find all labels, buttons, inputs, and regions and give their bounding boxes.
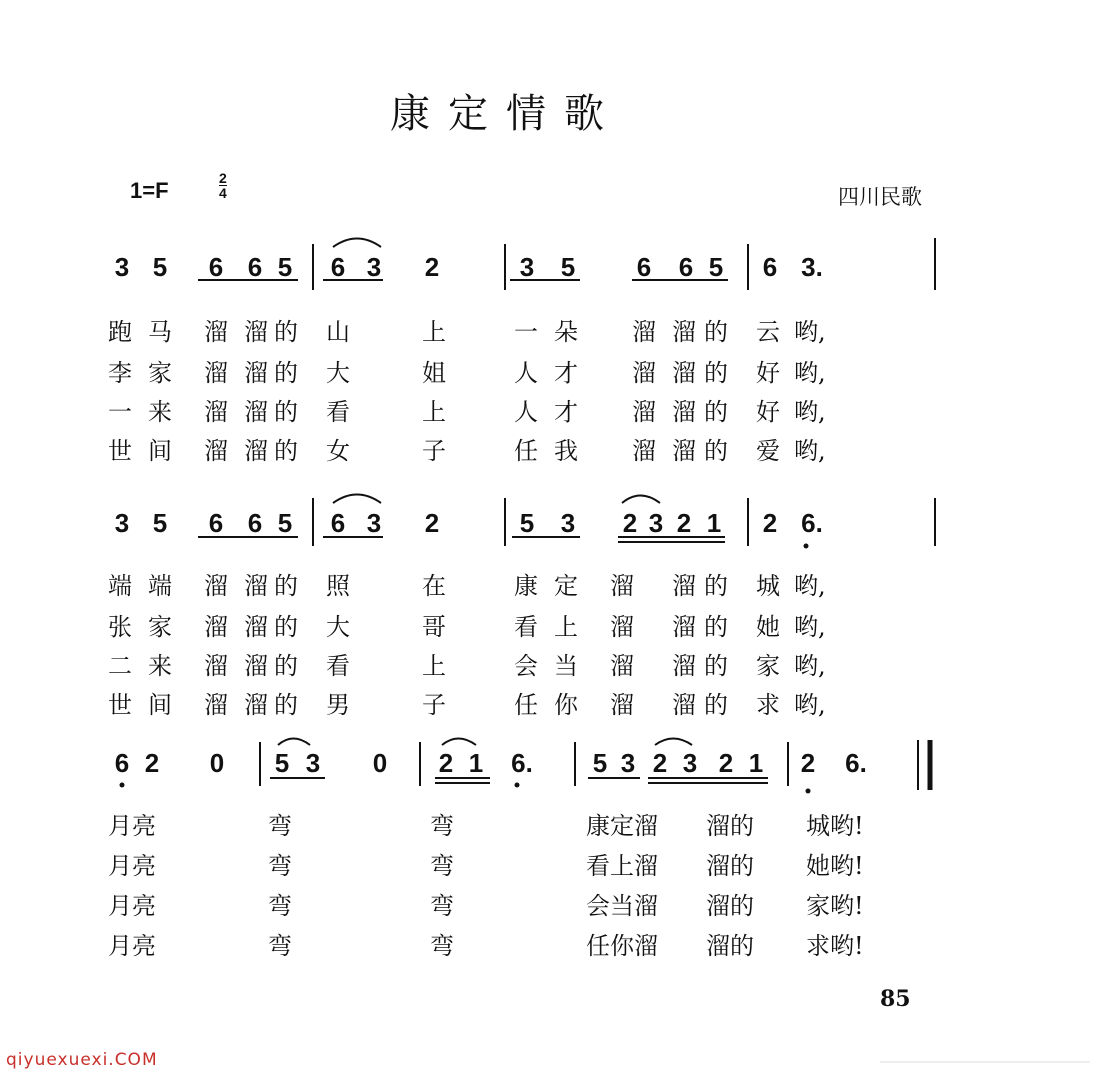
note: 2	[652, 748, 668, 778]
lyric: 哟,	[794, 359, 826, 387]
lyric: 家哟!	[806, 892, 864, 920]
note: 3	[366, 252, 382, 282]
note: 1	[468, 748, 484, 778]
lyric: 哥	[422, 613, 446, 641]
lyric: 张	[108, 613, 132, 641]
note: 5	[277, 252, 293, 282]
lyric: 跑	[108, 318, 132, 346]
lyric: 月亮	[108, 892, 156, 920]
note: 3	[648, 508, 664, 538]
note: 6	[208, 508, 224, 538]
note: 3	[114, 508, 130, 538]
lyric: 好	[756, 359, 780, 387]
lyric: 城	[756, 572, 780, 600]
note: 3	[560, 508, 576, 538]
lyric: 溜	[244, 398, 268, 426]
note: 5	[152, 508, 168, 538]
lyric: 上	[422, 318, 446, 346]
lyric: 溜	[632, 398, 656, 426]
lyric: 溜	[672, 572, 696, 600]
lyric: 弯	[268, 892, 292, 920]
lyric: 才	[554, 398, 578, 426]
note: 6	[114, 748, 130, 778]
lyric: 溜	[204, 398, 228, 426]
lyric: 家	[148, 359, 172, 387]
lyric: 的	[704, 359, 728, 387]
lyric: 云	[756, 318, 780, 346]
note: 1	[748, 748, 764, 778]
lyric: 的	[704, 398, 728, 426]
lyric: 看	[514, 613, 538, 641]
lyric: 溜	[672, 613, 696, 641]
lyric: 溜	[672, 359, 696, 387]
note: 3	[620, 748, 636, 778]
lyric: 的	[274, 613, 298, 641]
lyric: 大	[326, 613, 350, 641]
note: 6	[247, 252, 263, 282]
lyric: 溜的	[706, 892, 754, 920]
lyric: 定	[554, 572, 578, 600]
note: 0	[372, 748, 388, 778]
lyric: 求哟!	[806, 932, 864, 960]
lyric: 溜	[672, 437, 696, 465]
lyric: 哟,	[794, 652, 826, 680]
note: 2	[718, 748, 734, 778]
note: 5	[708, 252, 724, 282]
note: 3	[366, 508, 382, 538]
lyric: 溜	[244, 691, 268, 719]
lyric: 照	[326, 572, 350, 600]
lyric: 的	[274, 359, 298, 387]
note: 6.	[801, 508, 823, 538]
lyric: 哟,	[794, 318, 826, 346]
song-title: 康定情歌	[390, 91, 622, 137]
lyric: 子	[422, 691, 446, 719]
lyric: 溜的	[706, 932, 754, 960]
time-signature-denominator: 4	[219, 185, 227, 201]
lyric: 大	[326, 359, 350, 387]
lyric: 溜	[204, 652, 228, 680]
lyric: 哟,	[794, 398, 826, 426]
lyric: 看	[326, 398, 350, 426]
lyric: 上	[422, 652, 446, 680]
note: 6.	[511, 748, 533, 778]
lyric: 才	[554, 359, 578, 387]
note: 3	[305, 748, 321, 778]
lyric: 她	[756, 613, 780, 641]
note: 2	[144, 748, 160, 778]
lyric: 求	[756, 691, 780, 719]
lyric: 当	[554, 652, 578, 680]
note: 2	[676, 508, 692, 538]
song-origin: 四川民歌	[838, 185, 922, 209]
note: 2	[800, 748, 816, 778]
lyric: 的	[274, 691, 298, 719]
lyric: 端	[148, 572, 172, 600]
lyric: 来	[148, 398, 172, 426]
lyric: 月亮	[108, 812, 156, 840]
lyric: 溜	[244, 318, 268, 346]
note: 3	[519, 252, 535, 282]
note: 5	[277, 508, 293, 538]
lyric: 月亮	[108, 932, 156, 960]
note: 6.	[845, 748, 867, 778]
lyric: 溜	[204, 318, 228, 346]
page-number: 85	[880, 986, 911, 1012]
note: 6	[208, 252, 224, 282]
lyric: 溜	[204, 437, 228, 465]
lyric: 端	[108, 572, 132, 600]
lyric: 溜的	[706, 852, 754, 880]
lyric: 溜	[204, 572, 228, 600]
lyric: 你	[554, 691, 578, 719]
note: 2	[424, 252, 440, 282]
lyric: 溜	[632, 437, 656, 465]
lyric: 月亮	[108, 852, 156, 880]
note: 6	[330, 252, 346, 282]
note: 2	[438, 748, 454, 778]
lyric: 城哟!	[806, 812, 864, 840]
lyric: 康定溜	[586, 812, 658, 840]
lyric: 的	[274, 572, 298, 600]
note: 5	[274, 748, 290, 778]
lyric: 溜	[244, 613, 268, 641]
lyric: 的	[704, 437, 728, 465]
note: 2	[424, 508, 440, 538]
lyric: 间	[148, 437, 172, 465]
note: 5	[560, 252, 576, 282]
lyric: 溜	[244, 572, 268, 600]
lyric: 看上溜	[586, 852, 658, 880]
lyric: 哟,	[794, 691, 826, 719]
lyric: 她哟!	[806, 852, 864, 880]
lyric: 溜	[204, 691, 228, 719]
lyric: 看	[326, 652, 350, 680]
lyric: 溜	[672, 398, 696, 426]
lyric: 任	[514, 691, 538, 719]
lyric: 世	[108, 437, 132, 465]
note: 5	[519, 508, 535, 538]
lyric: 一	[514, 318, 538, 346]
note: 5	[592, 748, 608, 778]
note: 1	[706, 508, 722, 538]
lyric: 会当溜	[586, 892, 658, 920]
lyric: 康	[514, 572, 538, 600]
note: 3	[114, 252, 130, 282]
lyric: 在	[422, 572, 446, 600]
lyric: 溜	[244, 359, 268, 387]
lyric: 溜	[610, 613, 634, 641]
note: 6	[678, 252, 694, 282]
lyric: 弯	[430, 932, 454, 960]
lyric: 溜	[244, 652, 268, 680]
lyric: 家	[756, 652, 780, 680]
lyric: 的	[274, 652, 298, 680]
lyric: 弯	[268, 812, 292, 840]
key-signature: 1=F	[130, 178, 169, 203]
lyric: 姐	[422, 359, 446, 387]
lyric: 的	[704, 318, 728, 346]
lyric: 弯	[268, 932, 292, 960]
lyric: 溜	[672, 652, 696, 680]
lyric: 溜	[672, 691, 696, 719]
lyric: 溜	[632, 359, 656, 387]
lyric: 我	[554, 437, 578, 465]
lyric: 李	[108, 359, 132, 387]
lyric: 的	[704, 613, 728, 641]
lyric: 溜	[610, 652, 634, 680]
lyric: 上	[554, 613, 578, 641]
lyric: 间	[148, 691, 172, 719]
lyric: 马	[148, 318, 172, 346]
lyric: 男	[326, 691, 350, 719]
note: 3.	[801, 252, 823, 282]
lyric: 溜	[610, 691, 634, 719]
lyric: 世	[108, 691, 132, 719]
lyric: 山	[326, 318, 350, 346]
lyric: 弯	[268, 852, 292, 880]
note: 6	[762, 252, 778, 282]
lyric: 会	[514, 652, 538, 680]
lyric: 人	[514, 359, 538, 387]
lyric: 溜	[204, 359, 228, 387]
lyric: 哟,	[794, 437, 826, 465]
lyric: 溜	[632, 318, 656, 346]
lyric: 任你溜	[586, 932, 658, 960]
lyric: 子	[422, 437, 446, 465]
lyric: 溜的	[706, 812, 754, 840]
lyric: 弯	[430, 812, 454, 840]
lyric: 的	[704, 572, 728, 600]
lyric: 溜	[610, 572, 634, 600]
lyric: 哟,	[794, 572, 826, 600]
lyric: 家	[148, 613, 172, 641]
note: 5	[152, 252, 168, 282]
lyric: 溜	[204, 613, 228, 641]
lyric: 的	[274, 437, 298, 465]
lyric: 女	[326, 437, 350, 465]
lyric: 溜	[244, 437, 268, 465]
lyric: 的	[704, 691, 728, 719]
lyric: 的	[274, 318, 298, 346]
lyric: 上	[422, 398, 446, 426]
note: 3	[682, 748, 698, 778]
lyric: 的	[704, 652, 728, 680]
lyric: 一	[108, 398, 132, 426]
lyric: 弯	[430, 892, 454, 920]
time-signature-numerator: 2	[219, 170, 227, 186]
lyric: 二	[108, 652, 132, 680]
lyric: 任	[514, 437, 538, 465]
lyric: 爱	[756, 437, 780, 465]
note: 6	[636, 252, 652, 282]
note: 2	[762, 508, 778, 538]
lyric: 人	[514, 398, 538, 426]
lyric: 的	[274, 398, 298, 426]
lyric: 哟,	[794, 613, 826, 641]
lyric: 弯	[430, 852, 454, 880]
site-watermark: qiyuexuexi.COM	[6, 1050, 158, 1070]
note: 6	[330, 508, 346, 538]
lyric: 好	[756, 398, 780, 426]
note: 0	[209, 748, 225, 778]
lyric: 来	[148, 652, 172, 680]
note: 2	[622, 508, 638, 538]
lyric: 朵	[554, 318, 578, 346]
note: 6	[247, 508, 263, 538]
lyric: 溜	[672, 318, 696, 346]
